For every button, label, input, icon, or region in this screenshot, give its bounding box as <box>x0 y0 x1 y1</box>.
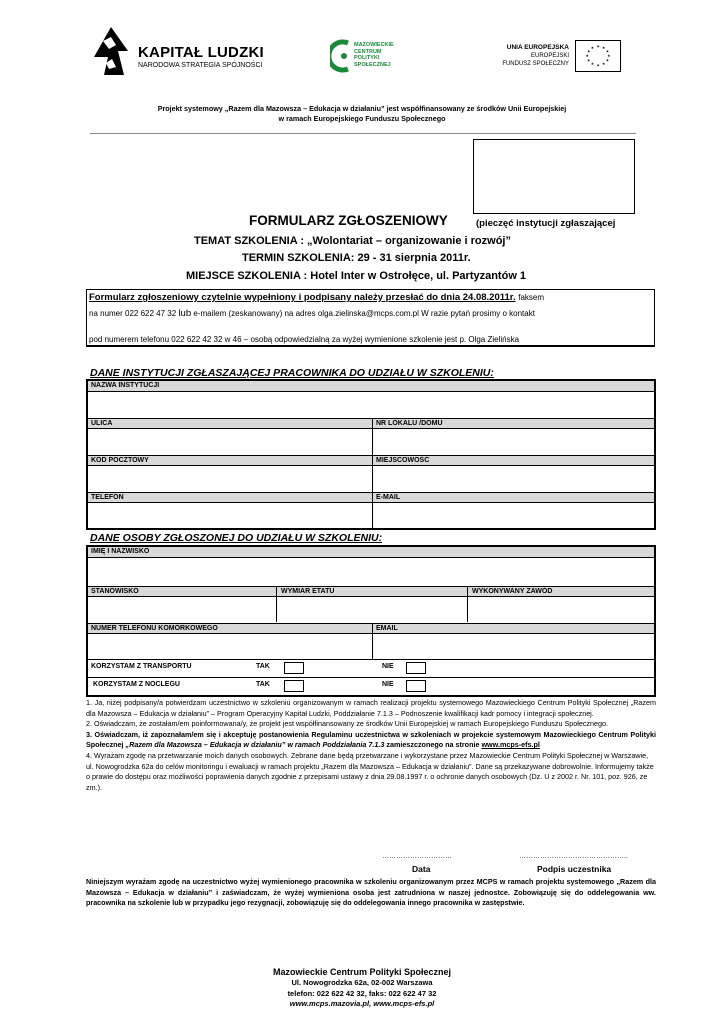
declaration-4: 4. Wyrażam zgodę na przetwarzanie moich danych osobowych. Zebrane dane będą przetwarzane i wykorzystane przez Mazowieckie Centrum Polityki Społecznej w Warszawie, ul. Nowogrodzka 62a do celów monitoringu i ewaluacji w ramach projektu „Razem dla Mazowsza – Edukacja w działaniu”. Dane są przekazywane dobrowolnie. Informujemy także o prawie do dostępu oraz możliwości poprawienia danych zgodnie z przepisami ustawy z dnia 29.08.1997 r. o ochronie danych osobowych (Dz. U z 2002 r. Nr. 101, poz. 926, ze zm.). <box>86 750 654 792</box>
full-name-label: IMIĘ I NAZWISKO <box>91 548 150 555</box>
declarations <box>86 698 656 793</box>
notice-line1 <box>89 292 544 303</box>
footer <box>160 966 564 1010</box>
transport-no-label: NIE <box>382 663 394 670</box>
kapital-ludzki-logo-icon <box>94 27 128 75</box>
transport-no-checkbox[interactable] <box>406 662 426 674</box>
svg-text:★: ★ <box>585 53 589 58</box>
footer-org: Mazowieckie Centrum Polityki Społecznej <box>272 967 452 977</box>
notice-deadline: Formularz zgłoszeniowy czytelnie wypełniony i podpisany należy przesłać do dnia 24.08.2011r. <box>89 292 516 303</box>
date-dots[interactable]: ………………………… <box>382 853 452 860</box>
institution-table <box>86 379 656 530</box>
signature-label: Podpis uczestnika <box>537 864 612 874</box>
footer-phone: telefon: 022 622 42 32, faks: 022 622 47 32 <box>287 988 437 998</box>
kapital-ludzki-title: KAPITAŁ LUDZKI <box>138 44 264 61</box>
project-line1: Projekt systemowy „Razem dla Mazowsza – Edukacja w działaniu” jest współfinansowany ze środków Unii Europejskiej <box>157 104 567 113</box>
city-field[interactable] <box>373 466 654 491</box>
postal-code-label: KOD POCZTOWY <box>91 457 149 464</box>
training-place: MIEJSCE SZKOLENIA : Hotel Inter w Ostrołęce, ul. Partyzantów 1 <box>186 270 527 282</box>
street-label: ULICA <box>91 420 113 427</box>
declaration-2: 2. Oświadczam, że zostałam/em poinformowana/y, że projekt jest współfinansowany ze środków Unii Europejskiej w ramach Europejskiego Funduszu Społecznego. <box>86 719 609 729</box>
postal-code-field[interactable] <box>88 466 372 491</box>
svg-text:★: ★ <box>590 61 595 66</box>
transport-yes-label: TAK <box>256 663 270 670</box>
employer-consent: Niniejszym wyrażam zgodę na uczestnictwo wyżej wymienionego pracownika w szkoleniu organizowanym przez MCPS w ramach projektu systemowego „Razem dla Mazowsza – Edukacja w działaniu” i zaświadczam, że wyżej wymieniona osoba jest zatrudniona w naszej jednostce. Zobowiązuję się do oddelegowania ww. pracownika na szkolenie lub w przypadku jego rezygnacji, zobowiązuję się do oddelegowania innego pracownika w zastępstwie. <box>86 877 656 908</box>
signature-dots[interactable]: ……………………………………….. <box>519 853 628 860</box>
mcps-line: CENTRUM <box>354 48 382 55</box>
svg-text:★: ★ <box>601 61 606 66</box>
column-divider <box>467 586 468 622</box>
svg-text:★: ★ <box>607 53 611 58</box>
kapital-ludzki-subtitle: NARODOWA STRATEGIA SPÓJNOŚCI <box>138 62 263 69</box>
notice-box <box>86 289 655 347</box>
declaration-3-b: „Razem dla Mazowsza – Edukacja w działaniu” w ramach Poddziałania 7.1.3 <box>125 740 385 750</box>
svg-text:★: ★ <box>586 49 591 54</box>
mcps-logo-text <box>354 42 394 68</box>
ue-logo-text <box>497 44 569 68</box>
postal-header-row <box>88 455 654 466</box>
eu-flag-icon <box>575 40 621 72</box>
participant-email-field[interactable] <box>373 634 654 659</box>
mcps-line: POLITYKI <box>354 55 380 61</box>
mcps-logo-icon <box>330 39 350 73</box>
ue-line3: FUNDUSZ SPOŁECZNY <box>502 61 569 67</box>
accommodation-yes-checkbox[interactable] <box>284 680 304 692</box>
svg-text:★: ★ <box>601 45 606 50</box>
email-field[interactable] <box>373 503 654 528</box>
declaration-3 <box>86 730 656 751</box>
phone-field[interactable] <box>88 503 372 528</box>
column-divider <box>372 623 373 659</box>
phone-label: TELEFON <box>91 494 124 501</box>
notice-or: lub <box>178 308 192 319</box>
notice-fax-number: na numer 022 622 47 32 <box>89 309 177 318</box>
training-date: TERMIN SZKOLENIA: 29 - 31 sierpnia 2011r. <box>242 252 471 264</box>
institution-name-field[interactable] <box>88 392 654 416</box>
accommodation-yes-label: TAK <box>256 681 270 688</box>
header-divider <box>90 133 636 134</box>
project-line2: w ramach Europejskiego Funduszu Społecznego <box>278 114 446 123</box>
column-divider <box>372 418 373 528</box>
transport-yes-checkbox[interactable] <box>284 662 304 674</box>
notice-fax: faksem <box>518 293 545 302</box>
column-divider <box>276 586 277 622</box>
participant-section-title: DANE OSOBY ZGŁOSZONEJ DO UDZIAŁU W SZKOLENIU: <box>90 532 383 544</box>
date-label: Data <box>412 864 431 874</box>
project-info <box>90 104 634 124</box>
mobile-phone-label: NUMER TELEFONU KOMÓRKOWEGO <box>91 625 218 632</box>
mcps-line: MAZOWIECKIE <box>354 42 394 48</box>
position-header-row <box>88 586 654 597</box>
footer-www[interactable]: www.mcps.mazovia.pl, www.mcps-efs.pl <box>289 999 435 1008</box>
accommodation-label: KORZYSTAM Z NOCLEGU <box>93 681 180 688</box>
ue-title: UNIA EUROPEJSKA <box>506 44 569 51</box>
footer-address: Ul. Nowogrodzka 62a, 02-002 Warszawa <box>291 978 433 987</box>
street-field[interactable] <box>88 429 372 454</box>
institution-name-label: NAZWA INSTYTUCJI <box>91 382 160 389</box>
form-title: FORMULARZ ZGŁOSZENIOWY <box>249 213 448 228</box>
participant-table <box>86 545 656 697</box>
accommodation-no-label: NIE <box>382 681 394 688</box>
row-divider <box>88 659 654 660</box>
declaration-3-a: 3. Oświadczam, iż zapoznałam/em się i akceptuję postanowienia Regulaminu uczestnictwa w szkoleniach w projekcie systemowym Mazowieckiego Centrum Polityki Społecznej <box>86 729 656 750</box>
svg-text:★: ★ <box>605 58 610 63</box>
svg-text:★: ★ <box>596 63 600 68</box>
transport-label: KORZYSTAM Z TRANSPORTU <box>91 663 192 670</box>
stamp-box[interactable] <box>473 139 635 214</box>
phone-header-row <box>88 492 654 503</box>
full-name-header <box>88 547 654 558</box>
declaration-1: 1. Ja, niżej podpisany/a potwierdzam uczestnictwo w szkoleniu organizowanym w ramach realizacji projektu systemowego Mazowieckiego Centrum Polityki Społecznej „Razem dla Mazowsza – Edukacja w działaniu” – Program Operacyjny Kapitał Ludzki, Poddziałanie 7.1.3 – Podnoszenie kwalifikacji kadr pomocy i integracji społecznej. <box>86 698 656 718</box>
svg-text:★: ★ <box>605 49 610 54</box>
mcps-line: SPOŁECZNEJ <box>354 61 391 68</box>
declaration-3-link[interactable]: www.mcps-efs.pl <box>481 740 540 750</box>
svg-text:★: ★ <box>596 44 600 49</box>
notice-email: e-mailem (zeskanowany) na adres olga.zielinska@mcps.com.pl W razie pytań prosimy o kontakt <box>193 309 535 318</box>
employment-label: WYMIAR ETATU <box>281 588 335 595</box>
institution-name-header <box>88 381 654 392</box>
mobile-phone-field[interactable] <box>88 634 372 659</box>
employment-field[interactable] <box>277 597 467 622</box>
svg-text:★: ★ <box>586 58 591 63</box>
stamp-note: (pieczęć instytucji zgłaszającej <box>476 218 616 229</box>
profession-field[interactable] <box>468 597 654 622</box>
ue-line2: EUROPEJSKI <box>530 53 569 59</box>
training-topic: TEMAT SZKOLENIA : „Wolontariat – organizowanie i rozwój” <box>194 235 511 247</box>
accommodation-no-checkbox[interactable] <box>406 680 426 692</box>
position-label: STANOWISKO <box>91 588 139 595</box>
svg-text:★: ★ <box>590 45 595 50</box>
participant-email-label: EMAIL <box>376 625 398 632</box>
house-number-label: NR LOKALU /DOMU <box>376 420 443 427</box>
full-name-field[interactable] <box>88 558 654 584</box>
institution-section-title: DANE INSTYTUCJI ZGŁASZAJĄCEJ PRACOWNIKA DO UDZIAŁU W SZKOLENIU: <box>90 367 494 379</box>
row-divider <box>88 677 654 678</box>
house-number-field[interactable] <box>373 429 654 454</box>
position-field[interactable] <box>88 597 276 622</box>
street-header-row <box>88 418 654 429</box>
declaration-3-c: zamieszczonego na stronie <box>386 740 480 750</box>
notice-line2 <box>89 308 535 319</box>
profession-label: WYKONYWANY ZAWÓD <box>472 588 553 595</box>
city-label: MIEJSCOWOŚĆ <box>376 457 430 464</box>
notice-contact: pod numerem telefonu 022 622 42 32 w 46 – osobą odpowiedzialną za wyżej wymienione szkolenie jest p. Olga Zielińska <box>89 335 520 344</box>
email-label: E-MAIL <box>376 494 401 501</box>
